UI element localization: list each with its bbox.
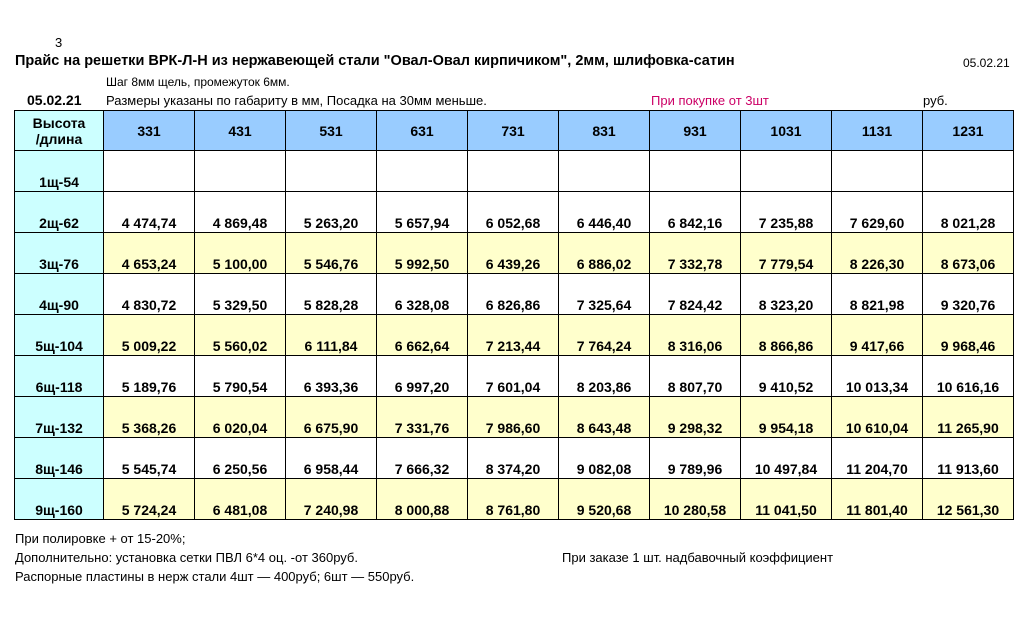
price-cell: 5 724,24 xyxy=(104,479,195,520)
price-cell: 11 801,40 xyxy=(832,479,923,520)
page-number: 3 xyxy=(55,35,63,50)
price-cell: 5 560,02 xyxy=(195,315,286,356)
price-cell: 11 913,60 xyxy=(923,438,1014,479)
price-cell: 6 052,68 xyxy=(468,192,559,233)
price-cell xyxy=(741,151,832,192)
price-cell: 7 325,64 xyxy=(559,274,650,315)
price-cell: 9 320,76 xyxy=(923,274,1014,315)
mesh-note: Дополнительно: установка сетки ПВЛ 6*4 оц. -от 360руб. xyxy=(15,550,358,565)
price-cell: 9 789,96 xyxy=(650,438,741,479)
price-cell: 10 013,34 xyxy=(832,356,923,397)
price-cell: 8 226,30 xyxy=(832,233,923,274)
column-header: 331 xyxy=(104,111,195,151)
table-row xyxy=(15,233,1014,274)
price-cell: 6 328,08 xyxy=(377,274,468,315)
price-cell: 5 329,50 xyxy=(195,274,286,315)
price-cell: 7 331,76 xyxy=(377,397,468,438)
price-cell: 7 240,98 xyxy=(286,479,377,520)
price-cell: 9 298,32 xyxy=(650,397,741,438)
row-header: 7щ-132 xyxy=(15,397,104,438)
corner-header xyxy=(15,111,104,151)
price-cell xyxy=(559,151,650,192)
currency-label: руб. xyxy=(923,93,948,108)
price-cell: 6 662,64 xyxy=(377,315,468,356)
price-cell: 9 082,08 xyxy=(559,438,650,479)
price-cell: 5 546,76 xyxy=(286,233,377,274)
row-header: 9щ-160 xyxy=(15,479,104,520)
table-row xyxy=(15,315,1014,356)
price-cell: 7 601,04 xyxy=(468,356,559,397)
table-row xyxy=(15,479,1014,520)
row-header: 5щ-104 xyxy=(15,315,104,356)
price-cell: 5 657,94 xyxy=(377,192,468,233)
column-header: 631 xyxy=(377,111,468,151)
order-note: При заказе 1 шт. надбавочный коэффициент xyxy=(562,550,834,565)
price-cell: 8 323,20 xyxy=(741,274,832,315)
price-cell: 5 828,28 xyxy=(286,274,377,315)
price-cell: 4 474,74 xyxy=(104,192,195,233)
column-header: 1231 xyxy=(923,111,1014,151)
corner-header-line1: Высота xyxy=(32,114,86,131)
price-cell: 7 779,54 xyxy=(741,233,832,274)
price-cell: 7 235,88 xyxy=(741,192,832,233)
row-header: 6щ-118 xyxy=(15,356,104,397)
price-cell: 8 761,80 xyxy=(468,479,559,520)
price-cell: 7 986,60 xyxy=(468,397,559,438)
price-cell: 7 666,32 xyxy=(377,438,468,479)
table-row xyxy=(15,192,1014,233)
date-left: 05.02.21 xyxy=(27,92,82,108)
price-cell xyxy=(377,151,468,192)
price-cell: 6 481,08 xyxy=(195,479,286,520)
column-header: 431 xyxy=(195,111,286,151)
price-cell: 10 497,84 xyxy=(741,438,832,479)
price-cell: 5 992,50 xyxy=(377,233,468,274)
price-cell: 6 439,26 xyxy=(468,233,559,274)
plates-note: Распорные пластины в нерж стали 4шт — 400руб; 6шт — 550руб. xyxy=(15,569,415,584)
price-cell: 9 410,52 xyxy=(741,356,832,397)
price-cell: 8 316,06 xyxy=(650,315,741,356)
row-header: 8щ-146 xyxy=(15,438,104,479)
price-cell: 5 263,20 xyxy=(286,192,377,233)
column-header: 531 xyxy=(286,111,377,151)
row-header: 2щ-62 xyxy=(15,192,104,233)
table-row xyxy=(15,274,1014,315)
price-cell: 6 826,86 xyxy=(468,274,559,315)
price-cell: 9 520,68 xyxy=(559,479,650,520)
table-row xyxy=(15,438,1014,479)
price-cell: 9 968,46 xyxy=(923,315,1014,356)
price-cell: 11 041,50 xyxy=(741,479,832,520)
price-cell: 6 997,20 xyxy=(377,356,468,397)
price-cell: 7 213,44 xyxy=(468,315,559,356)
price-cell: 6 393,36 xyxy=(286,356,377,397)
price-cell: 11 265,90 xyxy=(923,397,1014,438)
price-cell: 5 189,76 xyxy=(104,356,195,397)
price-cell: 8 643,48 xyxy=(559,397,650,438)
price-cell: 6 111,84 xyxy=(286,315,377,356)
column-header: 1031 xyxy=(741,111,832,151)
price-cell: 8 866,86 xyxy=(741,315,832,356)
page-title: Прайс на решетки ВРК-Л-Н из нержавеющей стали "Овал-Овал кирпичиком", 2мм, шлифовка-сатин xyxy=(15,53,735,69)
price-table xyxy=(14,110,1014,520)
price-cell: 4 869,48 xyxy=(195,192,286,233)
row-header: 3щ-76 xyxy=(15,233,104,274)
table-row xyxy=(15,356,1014,397)
price-cell xyxy=(832,151,923,192)
price-cell: 8 000,88 xyxy=(377,479,468,520)
sizes-note: Размеры указаны по габариту в мм, Посадка на 30мм меньше. xyxy=(106,93,487,108)
price-cell: 6 020,04 xyxy=(195,397,286,438)
price-cell xyxy=(650,151,741,192)
price-cell: 6 675,90 xyxy=(286,397,377,438)
price-cell: 5 790,54 xyxy=(195,356,286,397)
promo-note: При покупке от 3шт xyxy=(651,93,769,108)
price-cell xyxy=(286,151,377,192)
price-cell: 6 886,02 xyxy=(559,233,650,274)
header-row xyxy=(15,111,1014,151)
column-header: 731 xyxy=(468,111,559,151)
price-cell xyxy=(468,151,559,192)
price-cell xyxy=(923,151,1014,192)
step-note: Шаг 8мм щель, промежуток 6мм. xyxy=(106,75,290,89)
column-header: 1131 xyxy=(832,111,923,151)
price-cell: 6 446,40 xyxy=(559,192,650,233)
column-header: 831 xyxy=(559,111,650,151)
price-cell: 7 332,78 xyxy=(650,233,741,274)
price-cell: 7 824,42 xyxy=(650,274,741,315)
price-cell: 10 280,58 xyxy=(650,479,741,520)
price-cell: 8 374,20 xyxy=(468,438,559,479)
price-cell: 5 100,00 xyxy=(195,233,286,274)
price-cell: 8 821,98 xyxy=(832,274,923,315)
price-cell: 6 842,16 xyxy=(650,192,741,233)
price-cell: 5 009,22 xyxy=(104,315,195,356)
price-cell: 8 203,86 xyxy=(559,356,650,397)
price-cell: 8 673,06 xyxy=(923,233,1014,274)
row-header: 1щ-54 xyxy=(15,151,104,192)
price-cell: 6 250,56 xyxy=(195,438,286,479)
price-cell: 6 958,44 xyxy=(286,438,377,479)
price-cell xyxy=(195,151,286,192)
table-row xyxy=(15,151,1014,192)
price-cell: 8 021,28 xyxy=(923,192,1014,233)
price-cell: 7 764,24 xyxy=(559,315,650,356)
price-cell: 9 417,66 xyxy=(832,315,923,356)
column-header: 931 xyxy=(650,111,741,151)
price-table-body xyxy=(15,151,1014,520)
price-cell: 10 616,16 xyxy=(923,356,1014,397)
date-right: 05.02.21 xyxy=(963,56,1010,70)
price-cell: 4 830,72 xyxy=(104,274,195,315)
price-cell: 10 610,04 xyxy=(832,397,923,438)
price-cell: 9 954,18 xyxy=(741,397,832,438)
price-cell: 5 368,26 xyxy=(104,397,195,438)
price-cell: 7 629,60 xyxy=(832,192,923,233)
price-cell: 5 545,74 xyxy=(104,438,195,479)
price-cell: 4 653,24 xyxy=(104,233,195,274)
price-cell: 12 561,30 xyxy=(923,479,1014,520)
price-cell xyxy=(104,151,195,192)
table-row xyxy=(15,397,1014,438)
corner-header-line2: /длина xyxy=(35,130,83,147)
price-cell: 11 204,70 xyxy=(832,438,923,479)
polish-note: При полировке + от 15-20%; xyxy=(15,531,186,546)
price-cell: 8 807,70 xyxy=(650,356,741,397)
row-header: 4щ-90 xyxy=(15,274,104,315)
